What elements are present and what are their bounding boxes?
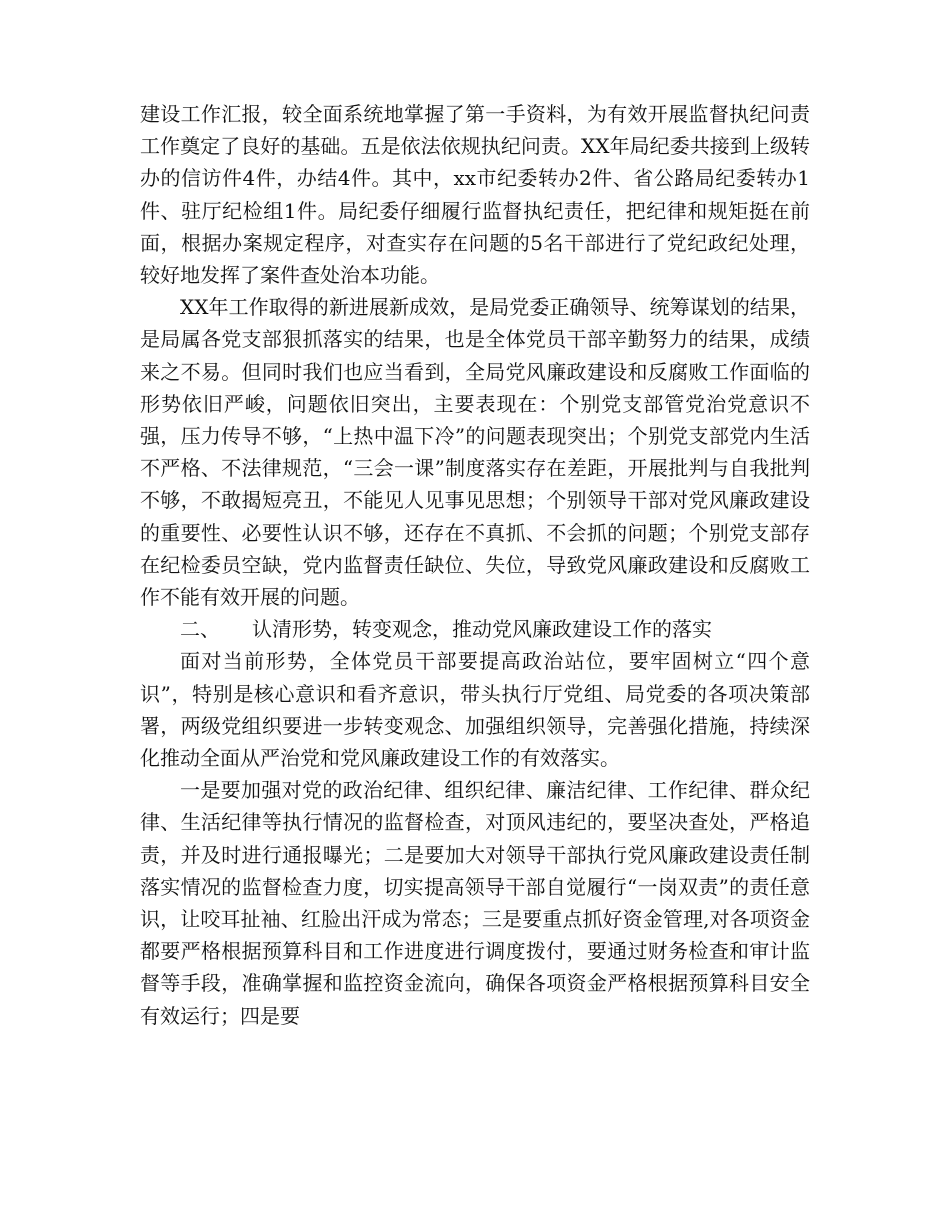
section-heading: [140, 613, 810, 645]
section-heading-text: 认清形势，转变观念，推动党风廉政建设工作的落实: [252, 617, 712, 642]
paragraph-1: 建设工作汇报，较全面系统地掌握了第一手资料，为有效开展监督执纪问责工作奠定了良好的基础。五是依法依规执纪问责。XX年局纪委共接到上级转办的信访件4件，办结4件。其中，xx市纪委转办2件、省公路局纪委转办1件、驻厅纪检组1件。局纪委仔细履行监督执纪责任，把纪律和规矩挺在前面，根据办案规定程序，对查实存在问题的5名干部进行了党纪政纪处理，较好地发挥了案件查处治本功能。: [140, 102, 810, 288]
document-page: [140, 98, 810, 1032]
section-heading-number: 二、: [180, 617, 220, 642]
paragraph-2: XX年工作取得的新进展新成效，是局党委正确领导、统筹谋划的结果，是局属各党支部狠抓落实的结果，也是全体党员干部辛勤努力的结果，成绩来之不易。但同时我们也应当看到，全局党风廉政建设和反腐败工作面临的形势依旧严峻，问题依旧突出，主要表现在：个别党支部管党治党意识不强，压力传导不够，“上热中温下冷”的问题表现突出；个别党支部党内生活不严格、不法律规范，“三会一课”制度落实存在差距，开展批判与自我批判不够，不敢揭短亮丑，不能见人见事见思想；个别领导干部对党风廉政建设的重要性、必要性认识不够，还存在不真抓、不会抓的问题；个别党支部存在纪检委员空缺，党内监督责任缺位、失位，导致党风廉政建设和反腐败工作不能有效开展的问题。: [140, 295, 810, 610]
paragraph-4: 一是要加强对党的政治纪律、组织纪律、廉洁纪律、工作纪律、群众纪律、生活纪律等执行情况的监督检查，对顶风违纪的，要坚决查处，严格追责，并及时进行通报曝光；二是要加大对领导干部执行党风廉政建设责任制落实情况的监督检查力度，切实提高领导干部自觉履行“一岗双责”的责任意识，让咬耳扯袖、红脸出汗成为常态；三是要重点抓好资金管理,对各项资金都要严格根据预算科目和工作进度进行调度拨付，要通过财务检查和审计监督等手段，准确掌握和监控资金流向，确保各项资金严格根据预算科目安全有效运行；四是要: [140, 778, 810, 1028]
paragraph-3: 面对当前形势，全体党员干部要提高政治站位，要牢固树立“四个意识”，特别是核心意识和看齐意识，带头执行厅党组、局党委的各项决策部署，两级党组织要进一步转变观念、加强组织领导，完善强化措施，持续深化推动全面从严治党和党风廉政建设工作的有效落实。: [140, 649, 810, 771]
